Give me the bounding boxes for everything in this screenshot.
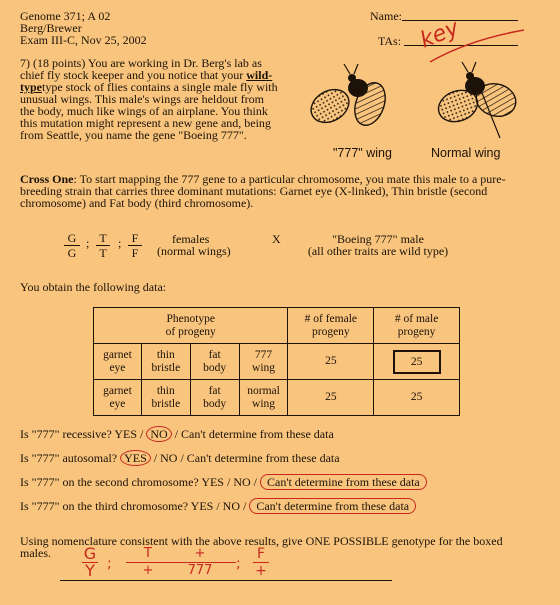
table-row — [94, 380, 460, 416]
intro-line-6: this mutation might represent a new gene and, being — [20, 116, 271, 130]
male-header: # of male progeny — [374, 308, 460, 344]
cell-body: fat body — [190, 380, 239, 416]
sep-2: ; — [118, 236, 122, 250]
question-autosomal: Is "777" autosomal? YES / NO / Can't determine from these data — [20, 451, 340, 465]
answer-g-y: G Y — [83, 544, 97, 580]
cell-female-count: 25 — [288, 344, 374, 380]
cell-male-count-boxed: 25 — [374, 344, 460, 380]
phenotype-header: Phenotype of progeny — [94, 308, 288, 344]
cell-body: fat body — [190, 344, 239, 380]
progeny-table — [93, 307, 460, 416]
cell-wing: 777 wing — [239, 344, 288, 380]
genotype-g: $\frac{G}{G}$ — [64, 231, 80, 260]
answer-sep-2: ; — [236, 556, 241, 572]
answer-yes-circled: YES — [120, 450, 151, 466]
female-header: # of female progeny — [288, 308, 374, 344]
cross-line-2: breeding strain that carries three dominant mutations: Garnet eye (X-linked), Thin bristle (second — [20, 184, 488, 198]
females-label: females — [172, 232, 210, 246]
cell-bristle: thin bristle — [141, 380, 190, 416]
answer-chromosome-2: T + + 777 — [126, 546, 236, 579]
mutant-fly — [305, 64, 391, 129]
obtain-text: You obtain the following data: — [20, 280, 167, 294]
normal-wings-label: (normal wings) — [157, 244, 231, 258]
male-label: "Boeing 777" male — [332, 232, 424, 246]
cross-line-1: Cross One: To start mapping the 777 gene to a particular chromosome, you mate this male to a pure- — [20, 172, 506, 186]
answer-sep-1: ; — [107, 556, 112, 572]
final-line-1: Using nomenclature consistent with the above results, give ONE POSSIBLE genotype for the boxed — [20, 534, 503, 548]
course-line: Genome 371; A 02 — [20, 9, 111, 23]
exam-line: Exam III-C, Nov 25, 2002 — [20, 33, 147, 47]
intro-line-4: unusual wings. This male's wings are heldout from — [20, 92, 264, 106]
final-line-2: males. — [20, 546, 51, 560]
intro-line-1: 7) (18 points) You are working in Dr. Berg's lab as — [20, 56, 262, 70]
table-row — [94, 344, 460, 380]
question-second-chromosome: Is "777" on the second chromosome? YES / NO / Can't determine from these data — [20, 476, 427, 489]
mutant-wing-caption: "777" wing — [333, 146, 392, 160]
cell-eye: garnet eye — [94, 344, 142, 380]
answer-cant-circled: Can't determine from these data — [260, 474, 427, 490]
answer-cant-circled: Can't determine from these data — [249, 498, 416, 514]
instructors-line: Berg/Brewer — [20, 21, 82, 35]
cross-line-3: chromosome) and Fat body (third chromosome). — [20, 196, 254, 210]
genotype-t: $\frac{T}{T}$ — [96, 231, 110, 260]
key-mark: key — [416, 15, 463, 54]
cell-male-count: 25 — [374, 380, 460, 416]
intro-line-3: typetype stock of flies contains a single male fly with — [20, 80, 278, 94]
name-label: Name: — [370, 9, 402, 23]
male-note: (all other traits are wild type) — [307, 244, 449, 258]
normal-wing-caption: Normal wing — [431, 146, 501, 160]
cell-female-count: 25 — [288, 380, 374, 416]
normal-fly — [434, 62, 519, 138]
question-third-chromosome: Is "777" on the third chromosome? YES / NO / Can't determine from these data — [20, 500, 416, 513]
answer-f-plus: F + — [253, 546, 269, 579]
fly-illustration — [300, 58, 550, 148]
intro-line-2: chief fly stock keeper and you notice that your wild- — [20, 68, 273, 82]
name-line — [402, 20, 518, 21]
sep-1: ; — [86, 236, 90, 250]
table-header-row — [94, 308, 460, 344]
tas-label: TAs: — [378, 34, 402, 48]
cell-wing: normal wing — [239, 380, 288, 416]
genotype-f: $\frac{F}{F}$ — [128, 231, 142, 260]
cross-x: X — [272, 232, 281, 246]
intro-line-7: from Seattle, you name the gene "Boeing 777". — [20, 128, 247, 142]
question-recessive: Is "777" recessive? YES / NO / Can't determine from these data — [20, 427, 334, 441]
intro-line-5: the body, much like wings of an airplane. You think — [20, 104, 268, 118]
cell-eye: garnet eye — [94, 380, 142, 416]
cell-bristle: thin bristle — [141, 344, 190, 380]
answer-line — [60, 580, 392, 581]
answer-no-circled: NO — [146, 426, 171, 442]
